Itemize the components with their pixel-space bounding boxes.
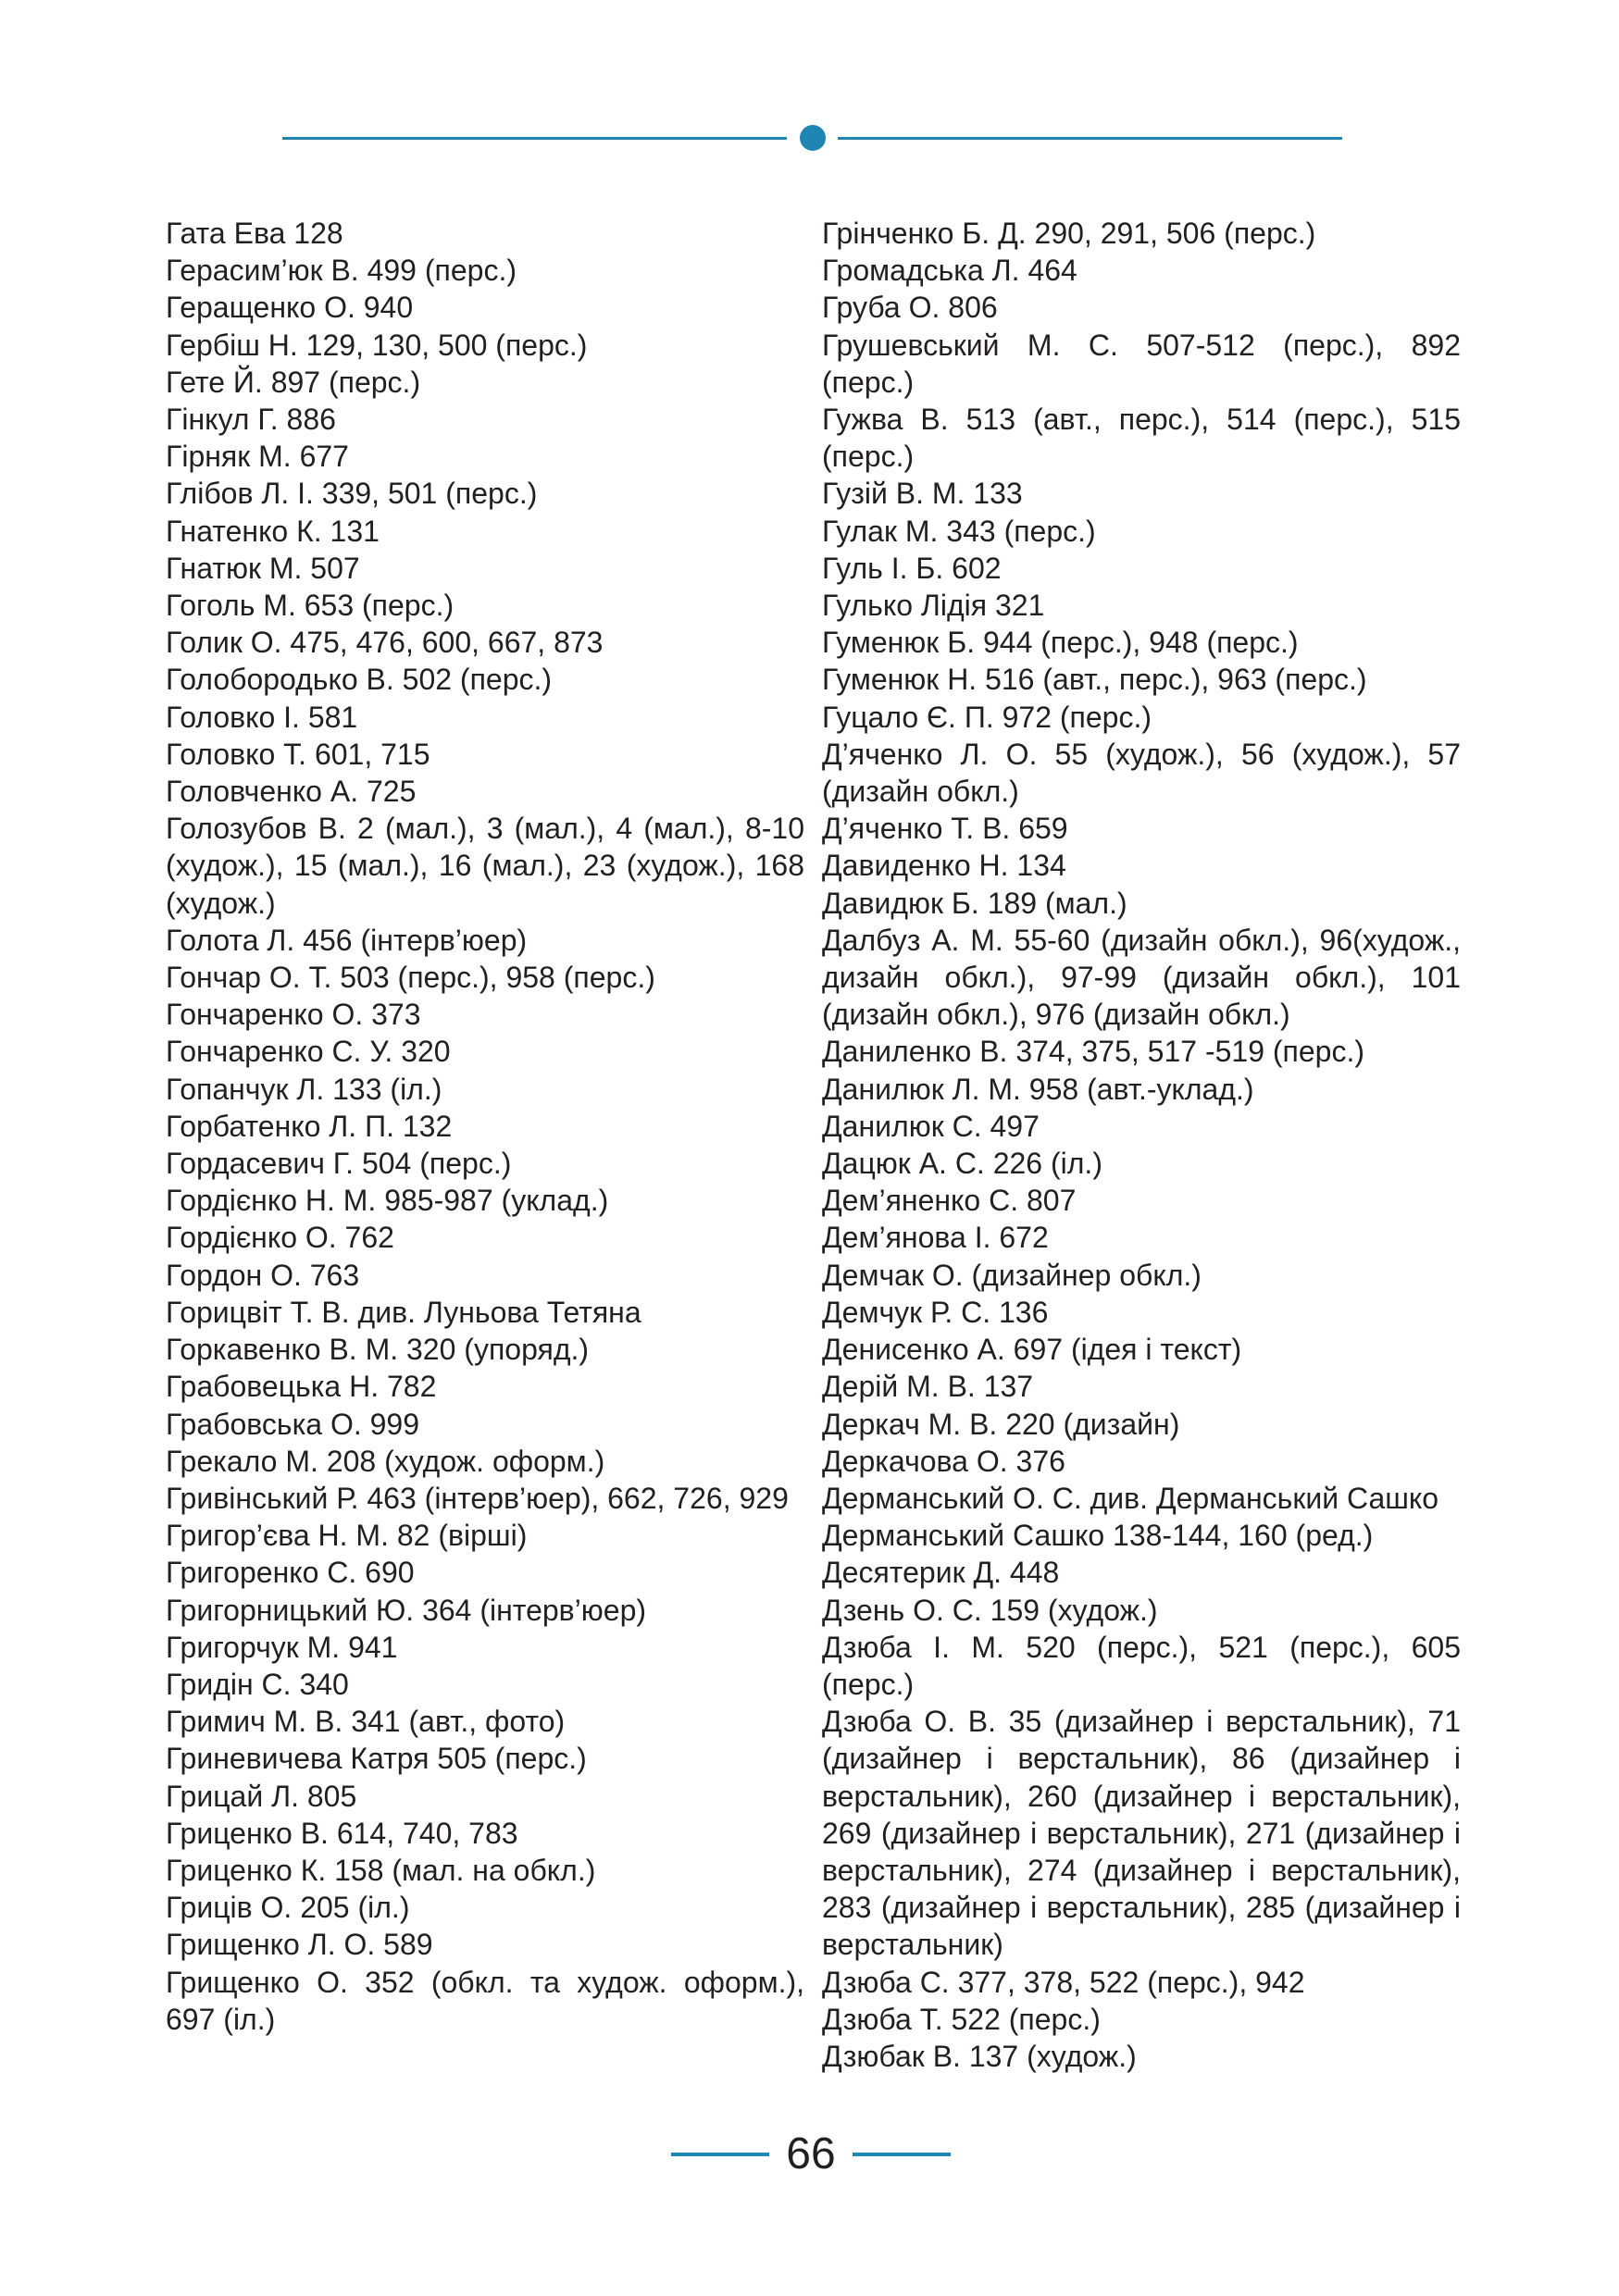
index-entry: Гулько Лідія 321 (822, 589, 1045, 623)
index-entry: Данилюк С. 497 (822, 1109, 1040, 1143)
index-entry: Григор’єва Н. М. 82 (вірші) (166, 1519, 528, 1553)
index-entry: Гнатенко К. 131 (166, 514, 380, 548)
index-entry: Гордасевич Г. 504 (перс.) (166, 1147, 512, 1181)
header-rule-left (282, 137, 787, 140)
index-entry: Грабовська О. 999 (166, 1407, 420, 1441)
index-entry: Гридін С. 340 (166, 1667, 349, 1701)
index-entry: Грінченко Б. Д. 290, 291, 506 (перс.) (822, 217, 1316, 250)
index-entry: Дерманський Сашко 138-144, 160 (ред.) (822, 1519, 1374, 1553)
index-entry: Гордієнко О. 762 (166, 1221, 394, 1255)
index-entry: Гуменюк Б. 944 (перс.), 948 (перс.) (822, 626, 1299, 660)
index-entry: Десятерик Д. 448 (822, 1556, 1060, 1590)
index-entry: Демчак О. (дизайнер обкл.) (822, 1258, 1202, 1292)
index-entry: Гордон О. 763 (166, 1258, 360, 1292)
index-entry: Гриценко К. 158 (мал. на обкл.) (166, 1853, 596, 1887)
index-entry: Деркач М. В. 220 (дизайн) (822, 1407, 1180, 1441)
index-entry: Громадська Л. 464 (822, 254, 1077, 288)
footer-rule-left (671, 2153, 769, 2156)
index-entry: Гуцало Є. П. 972 (перс.) (822, 700, 1152, 734)
index-entry: Геращенко О. 940 (166, 291, 414, 325)
index-entry: Гнатюк М. 507 (166, 551, 360, 585)
index-entry: Гата Ева 128 (166, 217, 343, 250)
index-entry: Дзюба І. М. 520 (перс.), 521 (перс.), 605 (перс.) (822, 1630, 1461, 1701)
page-number: 66 (786, 2129, 836, 2178)
index-entry: Гоголь М. 653 (перс.) (166, 589, 455, 623)
index-entry: Гордієнко Н. М. 985-987 (уклад.) (166, 1184, 609, 1218)
index-entry: Д’яченко Л. О. 55 (худож.), 56 (худож.), 57 (дизайн обкл.) (822, 737, 1461, 809)
index-entry: Грабовецька Н. 782 (166, 1370, 437, 1404)
index-entry: Далбуз А. М. 55-60 (дизайн обкл.), 96(худож., дизайн обкл.), 97-99 (дизайн обкл.), 101 (дизайн обкл.), 976 (дизайн обкл.) (822, 923, 1461, 1032)
index-entry: Голобородько В. 502 (перс.) (166, 663, 553, 697)
index-entry: Гончаренко О. 373 (166, 998, 421, 1032)
index-entry: Дзюба С. 377, 378, 522 (перс.), 942 (822, 1965, 1305, 1999)
index-entry: Голик О. 475, 476, 600, 667, 873 (166, 626, 604, 660)
index-entry: Грекало М. 208 (худож. оформ.) (166, 1444, 605, 1478)
index-entry: Герасим’юк В. 499 (перс.) (166, 254, 517, 288)
index-entry: Дем’яненко С. 807 (822, 1184, 1077, 1218)
index-entry: Гуменюк Н. 516 (авт., перс.), 963 (перс.) (822, 663, 1367, 697)
header-dot (800, 125, 826, 151)
index-entry: Горкавенко В. М. 320 (упоряд.) (166, 1333, 590, 1367)
footer-rule-right (853, 2153, 951, 2156)
index-entry: Горицвіт Т. В. див. Луньова Тетяна (166, 1295, 641, 1329)
index-entry: Грушевський М. С. 507-512 (перс.), 892 (перс.) (822, 328, 1461, 399)
index-entry: Гопанчук Л. 133 (іл.) (166, 1072, 442, 1106)
index-entry: Даниленко В. 374, 375, 517 -519 (перс.) (822, 1035, 1365, 1069)
index-entry: Давидюк Б. 189 (мал.) (822, 886, 1127, 920)
index-entry: Дзень О. С. 159 (худож.) (822, 1593, 1158, 1627)
index-entry: Давиденко Н. 134 (822, 849, 1066, 883)
index-entry: Гузій В. М. 133 (822, 477, 1023, 511)
index-entry: Григоренко С. 690 (166, 1556, 415, 1590)
index-entry: Гриців О. 205 (іл.) (166, 1891, 410, 1925)
index-entry: Деркачова О. 376 (822, 1444, 1065, 1478)
index-entry: Головко І. 581 (166, 700, 358, 734)
index-entry: Гуль І. Б. 602 (822, 551, 1002, 585)
index-entry: Гете Й. 897 (перс.) (166, 365, 421, 399)
index-entry: Дзюба О. В. 35 (дизайнер і верстальник), 71 (дизайнер і верстальник), 86 (дизайнер і верстальник), 260 (дизайнер і верстальник), 269 (дизайнер і верстальник), 271 (дизайнер і верстальник), 274 (дизайнер і верстальник), 283 (дизайнер і верстальник), 285 (дизайнер і верстальник) (822, 1705, 1461, 1962)
index-entry: Григорчук М. 941 (166, 1630, 398, 1664)
index-entry: Д’яченко Т. В. 659 (822, 812, 1068, 846)
index-entry: Денисенко А. 697 (ідея і текст) (822, 1333, 1242, 1367)
index-entry: Головченко А. 725 (166, 775, 417, 809)
index-entry: Гончар О. Т. 503 (перс.), 958 (перс.) (166, 961, 655, 995)
index-entry: Дзюба Т. 522 (перс.) (822, 2002, 1101, 2036)
header-rule-right (838, 137, 1342, 140)
index-entry: Дацюк А. С. 226 (іл.) (822, 1147, 1102, 1181)
index-entry: Григорницький Ю. 364 (інтерв’юер) (166, 1593, 647, 1627)
index-entry: Гірняк М. 677 (166, 440, 349, 474)
index-entry: Грищенко О. 352 (обкл. та худож. оформ.), 697 (іл.) (166, 1965, 804, 2036)
index-entry: Глібов Л. І. 339, 501 (перс.) (166, 477, 538, 511)
index-entry: Гербіш Н. 129, 130, 500 (перс.) (166, 328, 588, 362)
index-entry: Грищенко Л. О. 589 (166, 1928, 433, 1962)
index-entry: Дзюбак В. 137 (худож.) (822, 2039, 1137, 2073)
index-entry: Дерманський О. С. див. Дерманський Сашко (822, 1481, 1439, 1515)
index-entry: Грицай Л. 805 (166, 1779, 357, 1813)
index-entry: Гончаренко С. У. 320 (166, 1035, 451, 1069)
index-entry: Гриневичева Катря 505 (перс.) (166, 1742, 587, 1776)
index-entry: Гримич М. В. 341 (авт., фото) (166, 1705, 566, 1739)
index-entry: Дерій М. В. 137 (822, 1370, 1034, 1404)
index-entry: Голозубов В. 2 (мал.), 3 (мал.), 4 (мал.), 8-10 (худож.), 15 (мал.), 16 (мал.), 23 (худож.), 168 (худож.) (166, 812, 804, 920)
index-entry: Голота Л. 456 (інтерв’юер) (166, 923, 528, 957)
index-entry: Гривінський Р. 463 (інтерв’юер), 662, 726, 929 (166, 1481, 789, 1515)
index-entry: Гінкул Г. 886 (166, 403, 336, 437)
index-column-right (822, 215, 1461, 2075)
index-entry: Горбатенко Л. П. 132 (166, 1109, 453, 1143)
index-column-left (166, 215, 804, 2038)
index-entry: Головко Т. 601, 715 (166, 737, 430, 771)
index-entry: Демчук Р. С. 136 (822, 1295, 1049, 1329)
index-entry: Данилюк Л. М. 958 (авт.-уклад.) (822, 1072, 1254, 1106)
index-entry: Груба О. 806 (822, 291, 998, 325)
index-entry: Гриценко В. 614, 740, 783 (166, 1816, 518, 1850)
index-entry: Гулак М. 343 (перс.) (822, 514, 1096, 548)
index-entry: Дем’янова І. 672 (822, 1221, 1049, 1255)
index-entry: Гужва В. 513 (авт., перс.), 514 (перс.), 515 (перс.) (822, 403, 1461, 474)
